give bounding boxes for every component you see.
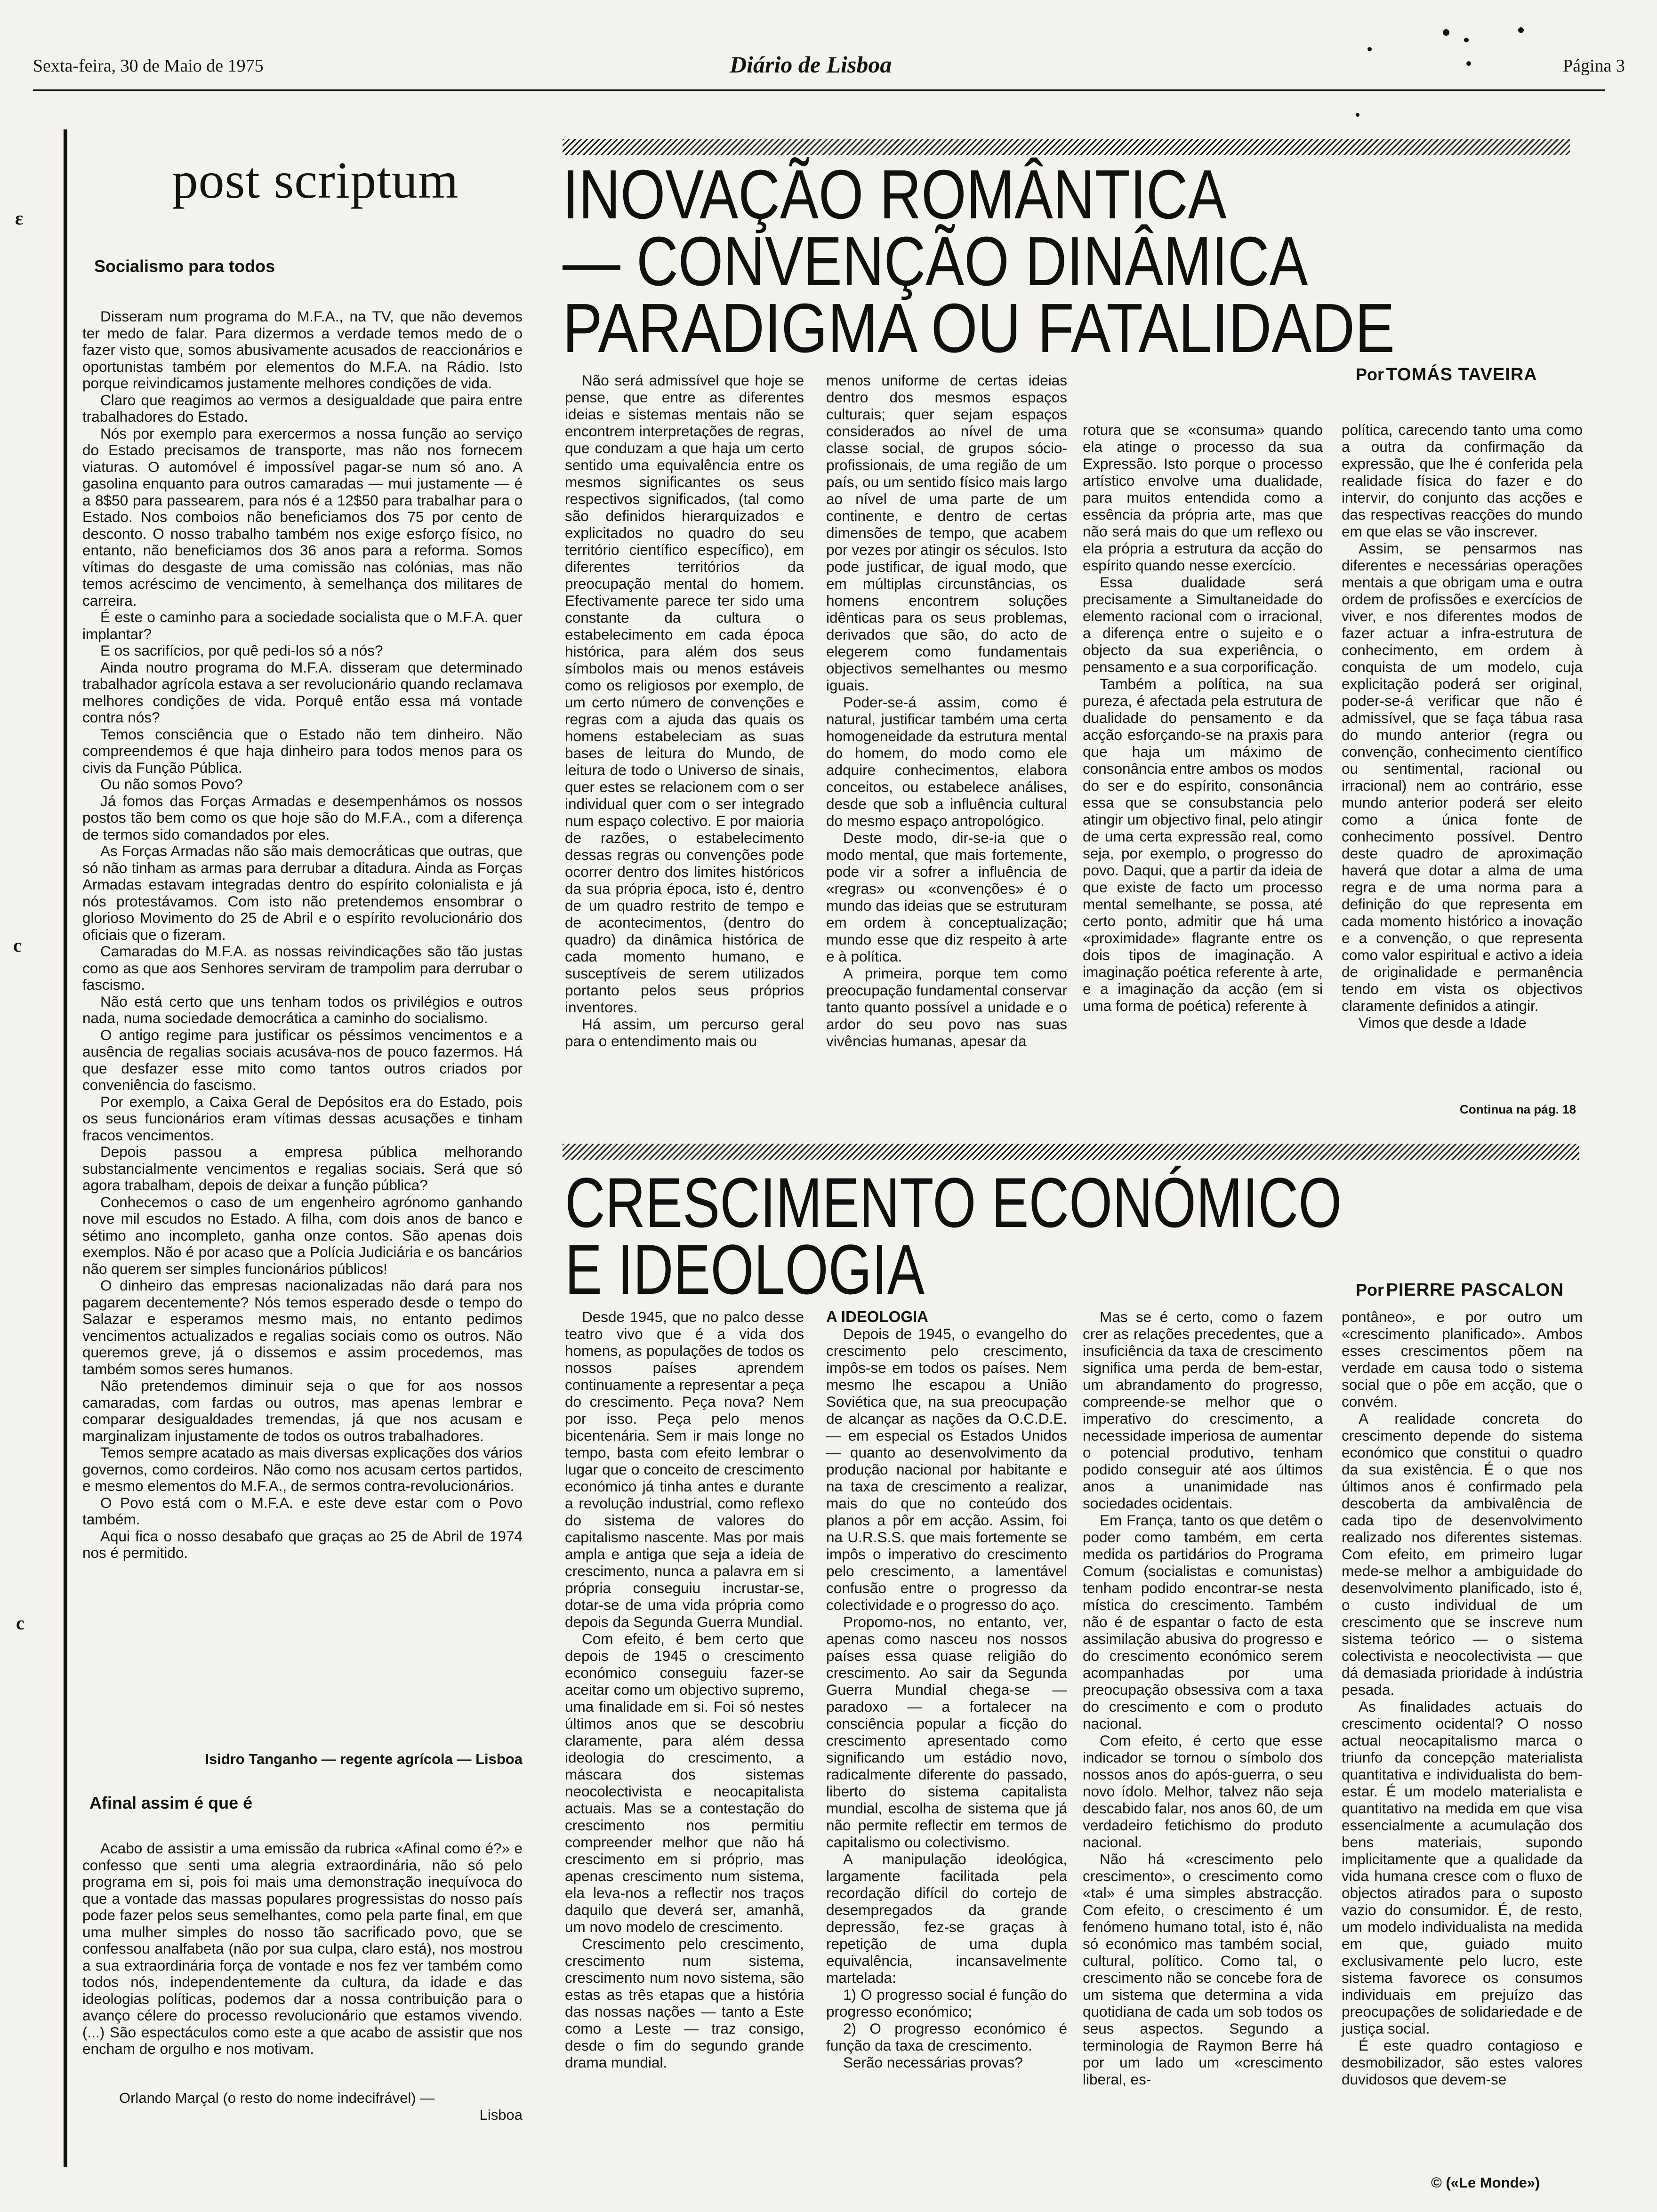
paragraph: Camaradas do M.F.A. as nossas reivindicações são tão justas como as que aos Senhores serviram de trampolim para derrubar o fascismo.	[82, 943, 523, 993]
paragraph: Vimos que desde a Idade	[1359, 1014, 1527, 1031]
paragraph: Ou não somos Povo?	[100, 776, 243, 793]
newspaper-name: Diário de Lisboa	[730, 51, 892, 78]
letter2-body	[82, 1840, 523, 2058]
margin-mark-icon: c	[16, 1612, 24, 1634]
post-scriptum-title: post scriptum	[172, 152, 459, 209]
paragraph: Poder-se-á assim, como é natural, justificar também uma certa homogeneidade da estrutura mental do homem, do modo como ele adquire conhecimentos, elabora conceitos, ou estabelece análises, desde que sob a influência cultural do mesmo espaço antropológico.	[826, 694, 1067, 829]
paragraph: Crescimento pelo crescimento, crescimento num sistema, crescimento num novo sistema, são estas as três etapas que a história das nossas nações — tanto a Este como a Leste — traz consigo, desde o fim do segundo grande drama mundial.	[565, 1935, 804, 2071]
headline-line: INOVAÇÃO ROMÂNTICA	[563, 156, 1227, 233]
paragraph: Essa dualidade será precisamente a Simultaneidade do elemento racional com o irracional, a diferença entre o sujeito e o objecto da sua experiência, o pensamento e a sua corporificação.	[1083, 574, 1323, 675]
article2-column-1	[565, 1308, 804, 2071]
ink-dot	[1367, 47, 1372, 51]
byline-prefix: Por	[1356, 365, 1384, 384]
letter1-signature: Isidro Tanganho — regente agrícola — Lisboa	[205, 1751, 523, 1767]
byline-author: TOMÁS TAVEIRA	[1386, 365, 1537, 385]
paragraph: 1) O progresso social é função do progresso económico;	[826, 1986, 1067, 2020]
signature-line: Lisboa	[479, 2107, 523, 2123]
paragraph: Disseram num programa do M.F.A., na TV, que não devemos ter medo de falar. Para dizermos a verdade temos medo de o fazer visto que, somos abusivamente acusados de reaccionários e oportunistas também por elementos do M.F.A. na Rádio. Isto porque reivindicamos justamente melhores condições de vida.	[82, 308, 523, 392]
masthead-date: Sexta-feira, 30 de Maio de 1975	[33, 56, 264, 76]
paragraph: O dinheiro das empresas nacionalizadas não dará para nos pagarem decentemente? Nós temos esperado desde o tempo do Salazar e esperamos mesmo mais, no entanto pedimos vencimentos actualizados e regalias sociais como os outros. Não queremos greve, já o dissemos e assim procedemos, mas também somos seres humanos.	[82, 1277, 523, 1378]
paragraph: Acabo de assistir a uma emissão da rubrica «Afinal como é?» e confesso que senti uma alegria extraordinária, não só pelo programa em si, pois foi mais uma demonstração inequívoca do que a vontade das massas populares progressistas do nosso país pode fazer pelos seus semelhantes, como pela parte final, em que uma mulher simples do nosso tão sacrificado povo, que se confessou analfabeta (não por sua culpa, claro está), nos mostrou a sua extraordinária força de vontade e nos fez ver também como todos nós, independentemente da cultura, da idade e das ideologias políticas, podemos dar a nossa contribuição para o avanço célere do processo revolucionário que estamos vivendo. (...) São espectáculos como este a que acabo de assistir que nos encham de orgulho e nos motivam.	[82, 1840, 523, 2057]
paragraph: Mas se é certo, como o fazem crer as relações precedentes, que a insuficiência da taxa de crescimento significa uma perda de bem-estar, um abrandamento do progresso, compreende-se melhor que o imperativo do crescimento, a necessidade imperiosa de aumentar o potencial produtivo, tenham podido conseguir até aos últimos anos a unanimidade nas sociedades ocidentais.	[1083, 1308, 1323, 1512]
paragraph: Assim, se pensarmos nas diferentes e necessárias operações mentais a que obrigam uma e outra ordem de profissões e exercícios de viver, e nos diferentes modos de fazer actuar a infra-estrutura de conhecimento, em ordem à conquista de um modelo, cuja explicitação poderá ser original, poder-se-á verificar que não é admissível, que se faça tábua rasa do mundo anterior (regra ou convenção, conhecimento científico ou sentimental, racional ou irracional) nem ao contrário, esse mundo anterior poderá ser eleito como a única fonte de conhecimento possível. Dentro deste quadro de aproximação haverá que dotar a alma de uma regra e de uma norma para a definição do que representa em cada momento histórico a inovação e a convenção, o que representa como valor espiritual e activo a ideia de originalidade e permanência tendo em vista os objectivos claramente definidos a atingir.	[1342, 540, 1583, 1014]
paragraph: A manipulação ideológica, largamente facilitada pela recordação difícil do cortejo de desempregados da grande depressão, fez-se graças à repetição de uma dupla equivalência, incansavelmente martelada:	[826, 1851, 1067, 1986]
paragraph: Nós por exemplo para exercermos a nossa função ao serviço do Estado precisamos de transporte, mas não nos fornecem viaturas. O automóvel é impossível pagar-se num só ano. A gasolina enquanto para outros camaradas — mui justamente — é a 8$50 para passearem, para nós é a 12$50 para trabalhar para o Estado. Nos comboios não beneficiamos dos 75 por cento de desconto. O nosso trabalho também nos exige esforço físico, no entanto, não beneficiamos dos 36 anos para a reforma. Somos vítimas do desgaste de uma comissão nas colónias, mas não temos acréscimo de vencimento, à semelhança dos militares de carreira.	[82, 425, 523, 609]
paragraph: Aqui fica o nosso desabafo que graças ao 25 de Abril de 1974 nos é permitido.	[82, 1527, 523, 1561]
letter1-heading: Socialismo para todos	[94, 256, 275, 276]
article1-headline	[563, 156, 1598, 367]
paragraph: O antigo regime para justificar os péssimos vencimentos e a ausência de regalias sociais acusáva-nos de pouco fazermos. Há que desfazer esse mito como tantos outros criados por conveniência do fascismo.	[82, 1026, 523, 1093]
ink-dot	[1443, 29, 1449, 36]
headline-line: PARADIGMA OU FATALIDADE	[563, 289, 1395, 367]
margin-mark-icon: ε	[15, 208, 24, 229]
article2-credit: © («Le Monde»)	[1431, 2174, 1540, 2191]
paragraph: É este o caminho para a sociedade socialista que o M.F.A. quer implantar?	[82, 609, 523, 642]
paragraph: Em França, tanto os que detêm o poder como também, em certa medida os partidários do Programa Comum (socialistas e comunistas) tenham podido encontrar-se nesta mística do crescimento. Também não é de espantar o facto de esta assimilação abusiva do progresso e do crescimento económico serem acompanhadas por uma preocupação obsessiva com a taxa do crescimento e com o produto nacional.	[1083, 1512, 1323, 1732]
margin-mark-icon: c	[13, 935, 22, 956]
paragraph: Por exemplo, a Caixa Geral de Depósitos era do Estado, pois os seus funcionários eram vítimas dessas acusações e tinham fracos vencimentos.	[82, 1093, 523, 1144]
article1-column-2	[826, 372, 1067, 1050]
article1-column-1	[565, 372, 804, 1050]
paragraph: O Povo está com o M.F.A. e este deve estar com o Povo também.	[82, 1494, 523, 1528]
paragraph: Temos consciência que o Estado não tem dinheiro. Não compreendemos é que haja dinheiro para todos menos para os civis da Função Pública.	[82, 725, 523, 776]
paragraph: Depois de 1945, o evangelho do crescimento pelo crescimento, impôs-se em todos os países. Nem mesmo lhe escapou a União Soviética que, na sua preocupação de alcançar as nações da O.C.D.E. — em especial os Estados Unidos — quanto ao desenvolvimento da produção nacional por habitante e na taxa de crescimento a realizar, mais do que no conteúdo dos planos a pôr em acção. Assim, foi na U.R.S.S. que mais fortemente se impôs o imperativo do crescimento pelo crescimento, a lamentável confusão entre o progresso da colectividade e o progresso do aço.	[826, 1325, 1067, 1613]
headline-line: CRESCIMENTO ECONÓMICO	[565, 1163, 1342, 1242]
byline-prefix: Por	[1356, 1280, 1384, 1299]
paragraph: Com efeito, é certo que esse indicador se tornou o símbolo dos nossos anos do após-guerra, o seu novo ídolo. Melhor, talvez não seja descabido falar, nos anos 60, de um verdadeiro fetichismo do produto nacional.	[1083, 1732, 1323, 1851]
page-number: Página 3	[1563, 56, 1625, 76]
paragraph: Desde 1945, que no palco desse teatro vivo que é a vida dos homens, as populações de todos os nossos países aprendem continuamente a representar a peça do crescimento. Peça nova? Nem por isso. Peça pelo menos bicentenária. Sem ir mais longe no tempo, basta com efeito lembrar o lugar que o conceito de crescimento económico já tinha antes e durante a revolução industrial, como reflexo do sistema de valores do capitalismo nascente. Mas por mais ampla e antiga que seja a ideia de crescimento, nunca a palavra em si própria conseguiu incrustar-se, dotar-se de uma vida própria como depois da Segunda Guerra Mundial.	[565, 1308, 804, 1630]
article2-column-2	[826, 1308, 1067, 2071]
paragraph: menos uniforme de certas ideias dentro dos mesmos espaços culturais; quer sejam espaços considerados ao nível de uma classe social, de grupos sócio-profissionais, de uma região de um país, ou um sentido físico mais largo ao nível de uma parte de um continente, e dentro de certas dimensões de tempo, que acabem por vezes por atingir os séculos. Isto pode justificar, de igual modo, que em múltiplas circunstâncias, os homens encontrem soluções idênticas para os seus problemas, derivados que são, do acto de elegerem como fundamentais objectivos semelhantes ou mesmo iguais.	[826, 372, 1067, 694]
byline-author: PIERRE PASCALON	[1386, 1280, 1564, 1300]
paragraph: É este quadro contagioso e desmobilizador, são estes valores duvidosos que devem-se	[1342, 2037, 1583, 2088]
paragraph: Não será admissível que hoje se pense, que entre as diferentes ideias e sistemas mentais não se encontrem interpretações de regras, que conduzam a que haja um certo sentido uma equivalência entre os mesmos significantes os seus respectivos significados, (tal como são definidos hierarquizados e explicitados no quadro do seu território científico específico), em diferentes territórios da preocupação mental do homem. Efectivamente parece ter sido uma constante da cultura o estabelecimento em cada época histórica, para além dos seus símbolos mais ou menos estáveis como os religiosos por exemplo, de um certo número de convenções e regras com a ajuda das quais os homens estabeleciam as suas bases de leitura do Mundo, de leitura de todo o Universo de sinais, quer estes se relacionem com o ser individual quer com o ser integrado num espaço colectivo. E por maioria de razões, o estabelecimento dessas regras ou convenções pode ocorrer dentro dos limites históricos da sua própria época, isto é, dentro de um quadro restrito de tempo e de acontecimentos, (dentro do quadro) da dinâmica histórica de cada momento humano, e susceptíveis de serem utilizados portanto pelos seus próprios inventores.	[565, 372, 804, 1016]
headline-line: — CONVENÇÃO DINÂMICA	[563, 223, 1308, 300]
paragraph: Depois passou a empresa pública melhorando substancialmente vencimentos e regalias sociais. Será que só agora trabalham, depois de deixar a função pública?	[82, 1143, 523, 1194]
paragraph: Não pretendemos diminuir seja o que for aos nossos camaradas, com fardas ou outros, mas apenas lembrar e comparar desigualdades tremendas, já que nos acusam e marginalizam injustamente de todos os outros trabalhadores.	[82, 1377, 523, 1444]
ink-dot	[1464, 38, 1469, 42]
paragraph: E os sacrifícios, por quê pedi-los só a nós?	[100, 642, 383, 659]
ink-dot	[1518, 27, 1524, 33]
paragraph: 2) O progresso económico é função da taxa de crescimento.	[826, 2020, 1067, 2054]
continuation-link[interactable]: Continua na pág. 18	[1459, 1102, 1576, 1116]
paragraph: Temos sempre acatado as mais diversas explicações dos vários governos, como cordeiros. Não como nos acusam certos partidos, e mesmo elementos do M.F.A., de sermos contra-revolucionários.	[82, 1444, 523, 1494]
paragraph: Já fomos das Forças Armadas e desempenhámos os nossos postos tão bem como os que hoje são do M.F.A., com a diferença de termos sido comandados por eles.	[82, 792, 523, 843]
paragraph: Ainda noutro programa do M.F.A. disseram que determinado trabalhador agrícola estava a ser revolucionário quando reclamava melhores condições de vida. Porquê então essa má vontade contra nós?	[82, 658, 523, 726]
post-scriptum-rule	[64, 129, 67, 2167]
paragraph: rotura que se «consuma» quando ela atinge o processo da sua Expressão. Isto porque o processo artístico envolve uma dualidade, para muitos entendida como a essência da própria arte, mas que não será mais do que um reflexo ou ela própria a estrutura da acção do espírito quando nesse exercício.	[1083, 421, 1323, 574]
article1-byline	[1356, 365, 1537, 385]
letter2-signature	[82, 2090, 523, 2124]
paragraph: Claro que reagimos ao vermos a desigualdade que paira entre trabalhadores do Estado.	[82, 391, 523, 425]
paragraph: Deste modo, dir-se-ia que o modo mental, que mais fortemente, pode vir a sofrer a influência de «regras» ou «convenções» é o mundo das ideias que se estruturam em ordem à conceptualização; mundo esse que diz respeito à arte e à política.	[826, 829, 1067, 965]
paragraph: pontâneo», e por outro um «crescimento planificado». Ambos esses crescimentos põem na verdade em causa todo o sistema social que o põe em acção, que o convém.	[1342, 1308, 1583, 1410]
article2-column-4	[1342, 1308, 1583, 2088]
letter2-heading: Afinal assim é que é	[89, 1793, 253, 1812]
article2-column-3	[1083, 1308, 1323, 2088]
paragraph: Conhecemos o caso de um engenheiro agrónomo ganhando nove mil escudos no Estado. A filha, com dois anos de banco e sétimo ano incompleto, ganha onze contos. São apenas dois exemplos. Não é por acaso que a Polícia Judiciária e os bancários não querem ser simples funcionários públicos!	[82, 1193, 523, 1277]
masthead-rule	[33, 89, 1605, 91]
paragraph: Há assim, um percurso geral para o entendimento mais ou	[565, 1016, 804, 1050]
paragraph: Com efeito, é bem certo que depois de 1945 o crescimento económico conseguiu fazer-se aceitar como um objectivo supremo, uma finalidade em si. Foi só nestes últimos anos que se descobriu claramente, para além dessa ideologia do crescimento, a máscara dos sistemas neocolectivista e neocapitalista actuais. Mas se a contestação do crescimento nos permitiu compreender melhor que não há crescimento em si próprio, mas apenas crescimento num sistema, ela leva-nos a reflectir nos traços daquilo que deverá ser, amanhã, um novo modelo de crescimento.	[565, 1630, 804, 1935]
ink-dot	[1356, 113, 1359, 117]
letter1-body	[82, 308, 523, 1562]
paragraph: Não há «crescimento pelo crescimento», o crescimento como «tal» é uma simples abstracção. Com efeito, o crescimento é um fenómeno humano total, isto é, não só económico mas também social, cultural, político. Como tal, o crescimento não se concebe fora de um sistema que determina a vida quotidiana de cada um sob todos os seus aspectos. Segundo a terminologia de Raymon Berre há por um lado um «crescimento liberal, es-	[1083, 1851, 1323, 2088]
article1-hatch-rule	[563, 139, 1570, 155]
paragraph: Não está certo que uns tenham todos os privilégios e outros nada, numa sociedade democrática a caminho do socialismo.	[82, 993, 523, 1026]
paragraph: Serão necessárias provas?	[843, 2054, 1023, 2071]
ink-dot	[1466, 61, 1471, 66]
paragraph: Também a política, na sua pureza, é afectada pela estrutura de dualidade do pensamento e da acção esforçando-se na praxis para que haja um máximo de consonância entre ambos os modos do ser e do espírito, consonância essa que se consubstancia pelo atingir um objectivo final, pelo atingir de uma certa expressão real, como seja, por exemplo, o progresso do povo. Daqui, que a partir da ideia de que existe de facto um processo mental semelhante, se possa, até certo ponto, admitir que há uma «proximidade» flagrante entre os dois tipos de imaginação. A imaginação poética referente à arte, e a imaginação da acção (em si uma forma de poética) referente à	[1083, 675, 1323, 1014]
paragraph: Propomo-nos, no entanto, ver, apenas como nasceu nos nossos países essa quase religião do crescimento. Ao sair da Segunda Guerra Mundial chega-se — paradoxo — a fortalecer na consciência popular a ficção do crescimento apresentado como significando um estádio novo, radicalmente diferente do passado, liberto do sistema capitalista mundial, escolha de sistema que já não permite reflectir em termos de capitalismo ou colectivismo.	[826, 1613, 1067, 1851]
paragraph: As Forças Armadas não são mais democráticas que outras, que só não tinham as armas para derrubar a ditadura. Ainda as Forças Armadas estavam integradas dentro do espírito colonialista e já nós protestávamos. Com isto não pretendemos ensombrar o glorioso Movimento do 25 de Abril e o espírito revolucionário dos oficiais que o fizeram.	[82, 842, 523, 943]
headline-line: E IDEOLOGIA	[565, 1230, 925, 1309]
article1-column-3	[1083, 421, 1323, 1014]
article1-column-4	[1342, 421, 1583, 1031]
article2-hatch-rule	[563, 1144, 1579, 1160]
paragraph: A primeira, porque tem como preocupação fundamental conservar tanto quanto possível a unidade e o ardor do seu povo nas suas vivências humanas, apesar da	[826, 965, 1067, 1050]
article2-byline	[1356, 1280, 1564, 1300]
paragraph: A realidade concreta do crescimento depende do sistema económico que constitui o quadro da sua existência. É o que nos últimos anos é confirmado pela descoberta da ambivalência de cada tipo de desenvolvimento realizado nos diferentes sistemas. Com efeito, em primeiro lugar mede-se melhor a ambiguidade do desenvolvimento planificado, isto é, o custo individual de um crescimento que se inscreve num sistema teórico — o sistema colectivista e neocolectivista — que dá demasiada prioridade à indústria pesada.	[1342, 1410, 1583, 1698]
paragraph: política, carecendo tanto uma como a outra da confirmação da expressão, que lhe é conferida pela realidade física do fazer e do intervir, do conjunto das acções e das respectivas reacções do mundo em que elas se vão inscrever.	[1342, 421, 1583, 540]
subheading: A IDEOLOGIA	[826, 1308, 928, 1325]
paragraph: As finalidades actuais do crescimento ocidental? O nosso actual neocapitalismo marca o triunfo da concepção materialista quantitativa e individualista do bem-estar. É um modelo materialista e quantitativo na medida em que visa essencialmente a acumulação dos bens materiais, supondo implicitamente que a qualidade da vida humana cresce com o fluxo de objectos atirados para o suposto vazio do consumidor. É, de resto, um modelo individualista na medida em que, guiado muito exclusivamente pelo lucro, este sistema favorece os consumos individuais em prejuízo das preocupações de solidariedade e de justiça social.	[1342, 1698, 1583, 2037]
signature-line: Orlando Marçal (o resto do nome indecifrável) —	[119, 2090, 435, 2106]
